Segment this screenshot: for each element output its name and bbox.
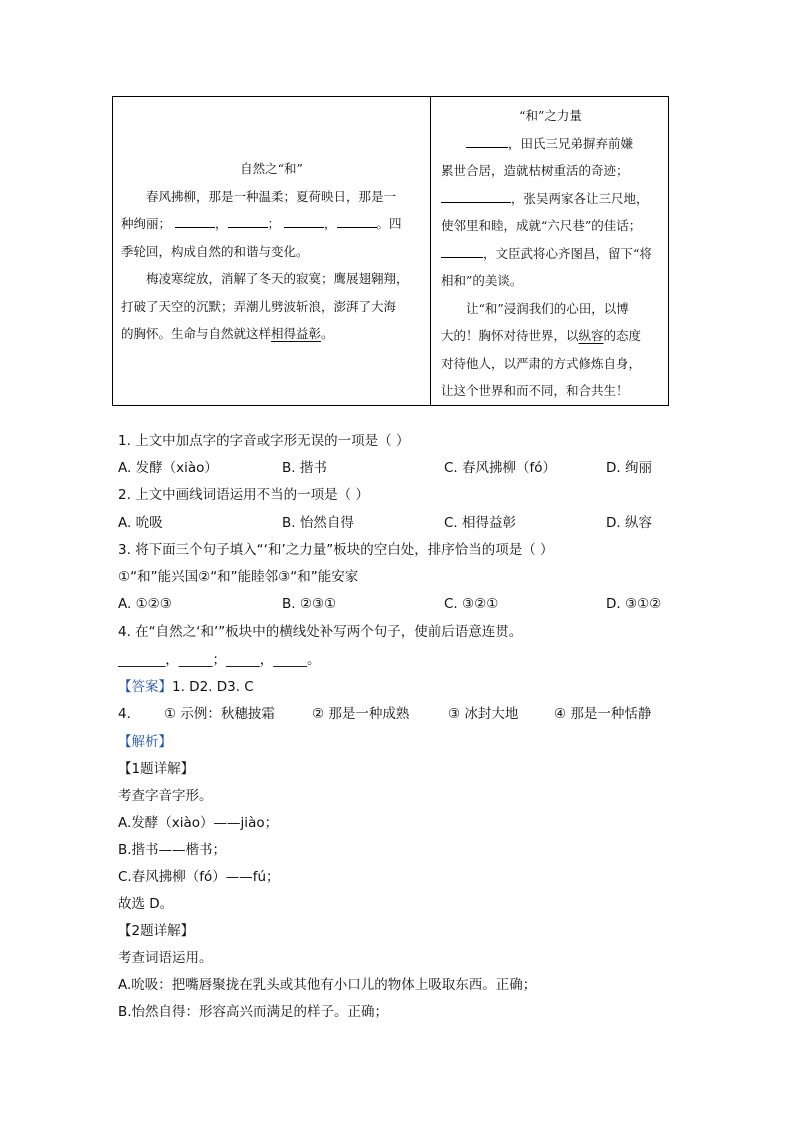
right-line6: 相和”的美谈。 (441, 273, 523, 288)
option-b: B. ②③① (282, 596, 337, 612)
right-title: “和”之力量 (519, 108, 582, 123)
left-title: 自然之“和” (240, 161, 303, 176)
left-p1-end: 。四 (376, 216, 402, 231)
question-4: 4. 在“自然之‘和’”板块中的横线处补写两个句子，使前后语意连贯。 (118, 624, 523, 640)
passage-left-column (113, 97, 431, 405)
option-a: A. 吮吸 (118, 515, 163, 531)
right-line5 (441, 240, 660, 268)
right-l5-text: ，文臣武将心齐图昌，留下“将 (483, 245, 652, 261)
analysis-1-line-5: 故选 D。 (118, 896, 174, 912)
question-4-blanks: _______，_____；_____，_____。 (118, 652, 321, 668)
answer-q4-item-4: ④ 那是一种恬静 (554, 706, 652, 722)
answer-line (118, 677, 704, 697)
left-p2-line1: 梅凌寒绽放，消解了冬天的寂寞；鹰展翅翱翔， (146, 271, 409, 286)
sep: ， (215, 216, 228, 231)
fill-blank-6 (441, 188, 511, 203)
right-line8 (441, 322, 660, 350)
fill-blank-3 (284, 213, 324, 228)
left-p2-line2: 打破了天空的沉默；弄潮儿劈波斩浪，澎湃了大海 (121, 298, 397, 314)
right-line1 (441, 130, 660, 158)
analysis-2-line-2: A.吮吸：把嘴唇聚拢在乳头或其他有小口儿的物体上吸取东西。正确； (118, 977, 537, 993)
analysis-1-heading: 【1题详解】 (118, 761, 195, 777)
analysis-label: 【解析】 (118, 734, 172, 750)
answer-q4-item-2: ② 那是一种成熟 (312, 706, 410, 722)
analysis-1-line-2: A.发酵（xiào）——jiào； (118, 815, 279, 831)
answer-text: 1. D2. D3. C (172, 679, 254, 695)
left-p2-line3 (121, 320, 422, 348)
fill-blank-5 (466, 133, 508, 148)
option-b: B. 怡然自得 (282, 515, 354, 531)
fill-blank-7 (441, 243, 483, 258)
analysis-1-line-4: C.春风拂柳（fó）——fú； (118, 869, 280, 885)
option-d: D. 纵容 (606, 515, 652, 531)
option-b: B. 揩书 (282, 460, 327, 476)
right-line3 (441, 185, 660, 213)
option-a: A. 发酵（xiào） (118, 460, 218, 476)
left-p2-start: 的胸怀。生命与自然就这样 (121, 326, 272, 341)
fill-blank-2 (228, 213, 268, 228)
answer-q4-number: 4. (118, 706, 131, 722)
left-p1-line3: 季轮回，构成自然的和谐与变化。 (121, 243, 309, 259)
right-l3-text: ，张吴两家各让三尺地， (511, 190, 649, 206)
option-c: C. 春风拂柳（fó） (444, 460, 557, 476)
left-p1-start: 种绚丽； (121, 216, 172, 231)
right-line4: 使邻里和睦，成就“六尺巷”的佳话； (441, 218, 642, 233)
underlined-phrase: 纵容 (578, 328, 604, 343)
passage-right-column (431, 97, 668, 405)
question-2: 2. 上文中画线词语运用不当的一项是（ ） (118, 487, 369, 503)
passage-table (112, 96, 669, 406)
sep: ， (324, 216, 337, 231)
answer-q4-item-1: ① 示例：秋穗披霜 (164, 706, 275, 722)
question-1: 1. 上文中加点字的字音或字形无误的一项是（ ） (118, 433, 410, 449)
answer-q4-item-3: ③ 冰封大地 (448, 706, 519, 722)
option-c: C. ③②① (444, 596, 499, 612)
left-p1-line1: 春风拂柳，那是一种温柔；夏荷映日，那是一 (146, 188, 397, 204)
right-l8-start: 大的！胸怀对待世界，以 (441, 328, 579, 343)
option-a: A. ①②③ (118, 596, 172, 612)
fill-blank-1 (175, 213, 215, 228)
analysis-2-line-3: B.怡然自得：形容高兴而满足的样子。正确； (118, 1004, 389, 1020)
left-p2-end: 。 (321, 326, 334, 341)
option-c: C. 相得益彰 (444, 515, 517, 531)
right-l8-end: 的态度 (603, 328, 642, 343)
right-l1-text: ，田氏三兄弟摒弃前嫌 (508, 135, 634, 151)
left-p1-line2 (121, 210, 422, 238)
option-d: D. 绚丽 (606, 460, 652, 476)
analysis-1-line-1: 考查字音字形。 (118, 788, 213, 804)
underlined-phrase: 相得益彰 (271, 326, 322, 341)
right-line7: 让“和”浸润我们的心田，以博 (466, 300, 629, 316)
question-3: 3. 将下面三个句子填入“‘和’之力量”板块的空白处，排序恰当的项是（ ） (118, 542, 554, 558)
question-3-sentences: ①“和”能兴国②“和”能睦邻③“和”能安家 (118, 569, 359, 585)
sep: ； (267, 216, 281, 231)
right-line10: 让这个世界和而不同，和合共生！ (441, 383, 629, 398)
fill-blank-4 (337, 213, 377, 228)
analysis-2-line-1: 考查词语运用。 (118, 950, 213, 966)
right-line2: 累世合居，造就枯树重活的奇迹； (441, 163, 629, 178)
answer-label: 【答案】 (118, 679, 172, 695)
option-d: D. ③①② (606, 596, 662, 612)
right-line9: 对待他人，以严肃的方式修炼自身， (441, 355, 642, 371)
analysis-2-heading: 【2题详解】 (118, 923, 195, 939)
analysis-1-line-3: B.揩书——楷书； (118, 842, 227, 858)
